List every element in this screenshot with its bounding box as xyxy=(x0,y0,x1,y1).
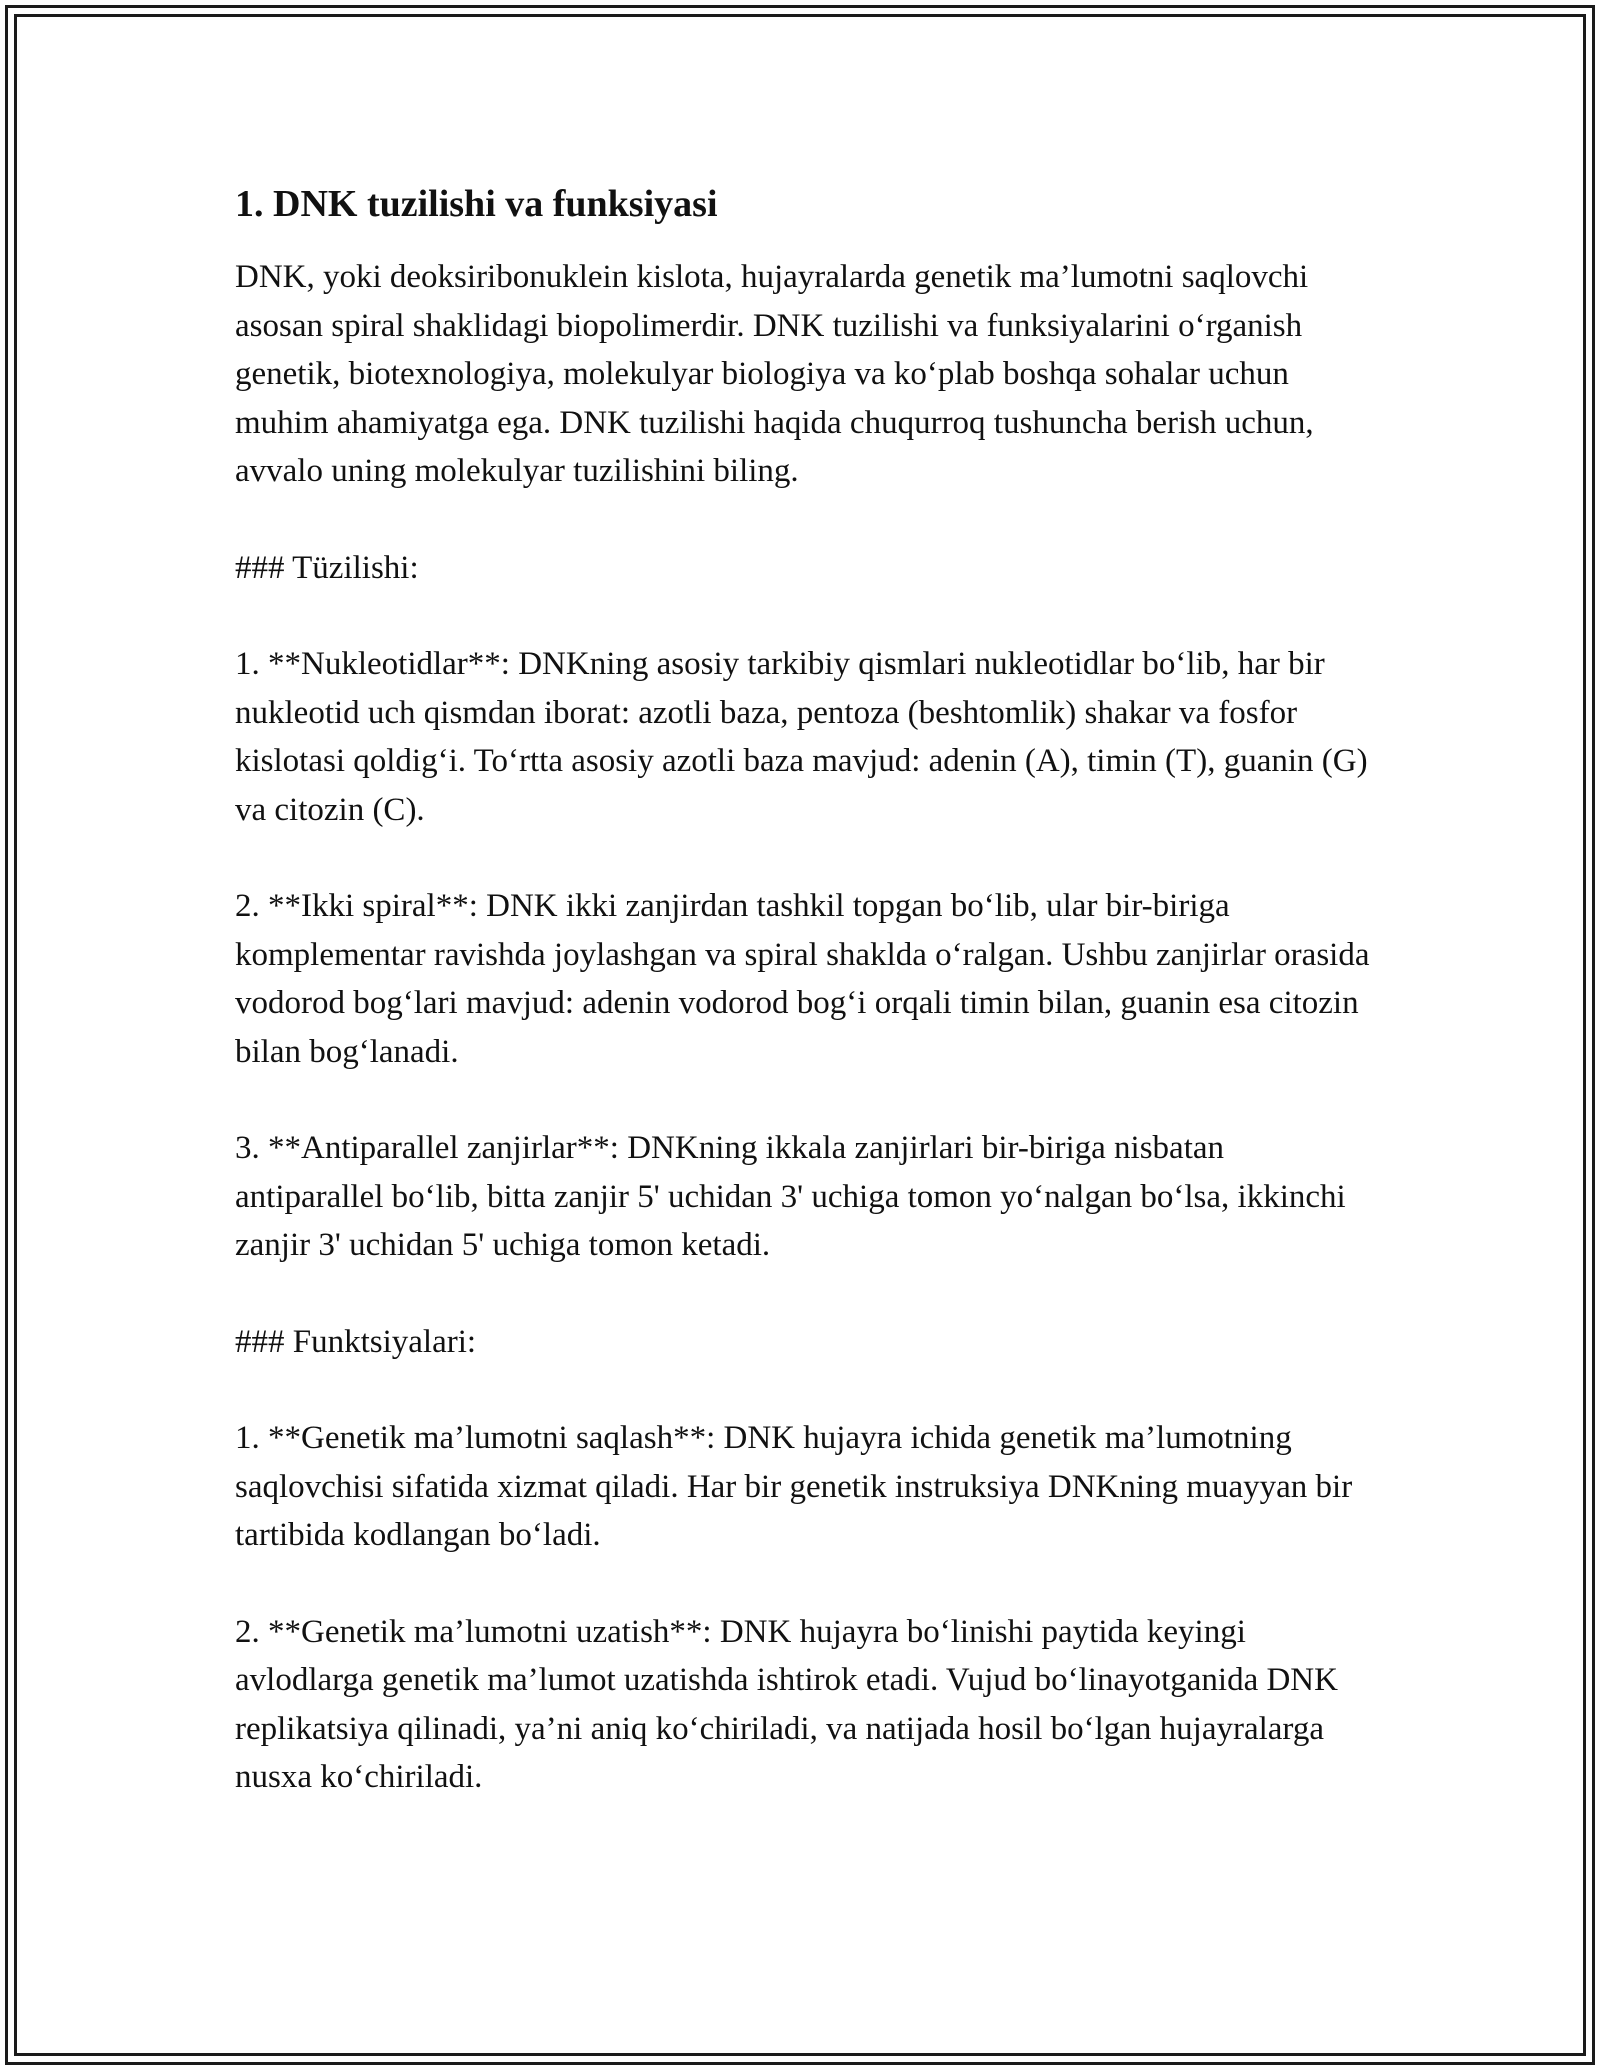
structure-item-antiparallel: 3. **Antiparallel zanjirlar**: DNKning ikkala zanjirlari bir-biriga nisbatan antiparallel bo‘lib, bitta zanjir 5' uchidan 3' uchiga tomon yo‘nalgan bo‘lsa, ikkinchi zanjir 3' uchidan 5' uchiga tomon ketadi. xyxy=(235,1130,1346,1264)
structure-item-nucleotides: 1. **Nukleotidlar**: DNKning asosiy tarkibiy qismlari nukleotidlar bo‘lib, har bir nukleotid uch qismdan iborat: azotli baza, pentoza (beshtomlik) shakar va fosfor kislotasi qoldig‘i. To‘rtta asosiy azotli baza mavjud: adenin (A), timin (T), guanin (G) va citozin (C). xyxy=(235,646,1368,828)
structure-item-double-helix: 2. **Ikki spiral**: DNK ikki zanjirdan tashkil topgan bo‘lib, ular bir-biriga komplementar ravishda joylashgan va spiral shaklda o‘ralgan. Ushbu zanjirlar orasida vodorod bog‘lari mavjud: adenin vodorod bog‘i orqali timin bilan, guanin esa citozin bilan bog‘lanadi. xyxy=(235,888,1370,1070)
intro-paragraph: DNK, yoki deoksiribonuklein kislota, hujayralarda genetik ma’lumotni saqlovchi asosan spiral shaklidagi biopolimerdir. DNK tuzilishi va funksiyalarini o‘rganish genetik, biotexnologiya, molekulyar biologiya va ko‘plab boshqa sohalar uchun muhim ahamiyatga ega. DNK tuzilishi haqida chuqurroq tushuncha berish uchun, avvalo uning molekulyar tuzilishini biling. xyxy=(235,259,1314,490)
structure-heading: ### Tüzilishi: xyxy=(235,549,419,586)
function-heading: ### Funktsiyalari: xyxy=(235,1323,477,1360)
function-item-storage: 1. **Genetik ma’lumotni saqlash**: DNK hujayra ichida genetik ma’lumotning saqlovchisi sifatida xizmat qiladi. Har bir genetik instruksiya DNKning muayyan bir tartibida kodlangan bo‘ladi. xyxy=(235,1420,1353,1554)
document-title: 1. DNK tuzilishi va funksiyasi xyxy=(235,183,718,225)
document-body xyxy=(235,180,1370,1850)
function-item-transmission: 2. **Genetik ma’lumotni uzatish**: DNK hujayra bo‘linishi paytida keyingi avlodlarga genetik ma’lumot uzatishda ishtirok etadi. Vujud bo‘linayotganida DNK replikatsiya qilinadi, ya’ni aniq ko‘chiriladi, va natijada hosil bo‘lgan hujayralarga nusxa ko‘chiriladi. xyxy=(235,1613,1338,1796)
